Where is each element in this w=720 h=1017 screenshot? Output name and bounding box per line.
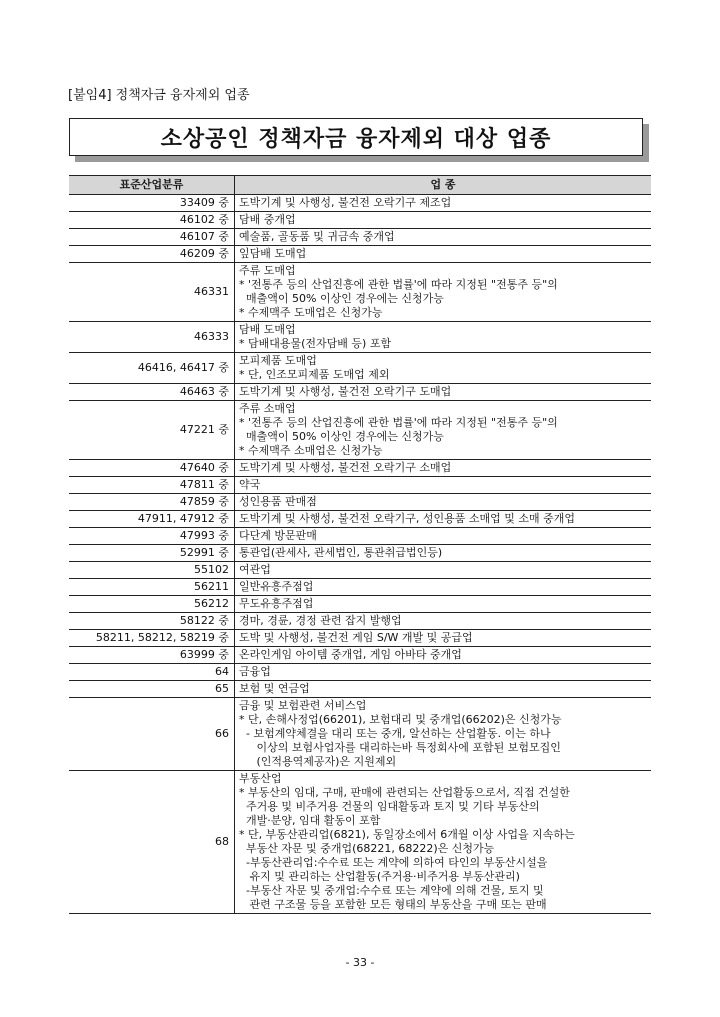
table-row [69,322,651,353]
description-line: 경마, 경륜, 경정 관련 잡지 발행업 [239,614,402,627]
table-row [69,579,651,596]
industry-description-cell [235,246,652,263]
excluded-industries-table [69,175,651,914]
industry-description-cell [235,212,652,229]
industry-description-cell [235,384,652,401]
description-line: 개발·분양, 임대 활동이 포함 [239,814,381,827]
description-line: 유지 및 관리하는 산업활동(주거용·비주거용 부동산관리) [239,870,520,883]
description-line: 이상의 보험사업자를 대리하는바 특정회사에 포함된 보험모집인 [239,741,561,754]
table-row [69,460,651,477]
description-line: 주류 소매업 [239,402,296,415]
description-line: 매출액이 50% 이상인 경우에는 신청가능 [239,430,444,443]
table-header-row [69,176,651,195]
description-line: 보험 및 연금업 [239,682,310,695]
description-line: 금융업 [239,665,271,678]
description-line: (인적용역제공자)은 지원제외 [239,755,397,768]
industry-description-cell [235,579,652,596]
industry-description-cell [235,229,652,246]
industry-code-cell: 46416, 46417 중 [69,353,235,384]
description-line: 주거용 및 비주거용 건물의 임대활동과 토지 및 기타 부동산의 [239,800,540,813]
description-line: 매출액이 50% 이상인 경우에는 신청가능 [239,292,444,305]
description-line: 담배 도매업 [239,323,296,336]
description-line: 모피제품 도매업 [239,354,317,367]
description-line: 도박기계 및 사행성, 불건전 오락기구 제조업 [239,196,452,209]
description-line: 약국 [239,478,261,491]
industry-code-cell: 46333 [69,322,235,353]
table-row [69,613,651,630]
table-row [69,384,651,401]
industry-code-cell: 46209 중 [69,246,235,263]
description-line: 다단계 방문판매 [239,529,317,542]
table-row [69,664,651,681]
description-line: 담배 중개업 [239,213,296,226]
industry-description-cell [235,353,652,384]
table-body [69,195,651,914]
industry-code-cell: 68 [69,771,235,914]
industry-description-cell [235,263,652,322]
description-line: * '전통주 등의 산업진흥에 관한 법률'에 따라 지정된 "전통주 등"의 [239,278,558,291]
table-row [69,545,651,562]
table-row [69,246,651,263]
description-line: 여관업 [239,563,271,576]
document-title-box [69,118,643,156]
industry-description-cell [235,698,652,771]
description-line: 성인용품 판매점 [239,495,317,508]
industry-code-cell: 46102 중 [69,212,235,229]
industry-description-cell [235,771,652,914]
description-line: 부동산업 [239,772,282,785]
table-row [69,562,651,579]
industry-code-cell: 47993 중 [69,528,235,545]
description-line: 예술품, 골동품 및 귀금속 중개업 [239,230,395,243]
industry-description-cell [235,528,652,545]
industry-code-cell: 47811 중 [69,477,235,494]
industry-code-cell: 47221 중 [69,401,235,460]
column-header-industry: 업 종 [235,176,652,195]
description-line: 도박기계 및 사행성, 불건전 오락기구, 성인용품 소매업 및 소매 중개업 [239,512,575,525]
description-line: 무도유흥주점업 [239,597,314,610]
industry-description-cell [235,545,652,562]
table-row [69,771,651,914]
table-row [69,263,651,322]
industry-description-cell [235,630,652,647]
industry-description-cell [235,596,652,613]
table-row [69,195,651,212]
description-line: * 단, 부동산관리업(6821), 동일장소에서 6개월 이상 사업을 지속하는 [239,828,575,841]
industry-description-cell [235,647,652,664]
description-line: * 담배대용물(전자담배 등) 포함 [239,337,392,350]
table-row [69,511,651,528]
description-line: 통관업(관세사, 관세법인, 통관취급법인등) [239,546,443,559]
description-line: 도박 및 사행성, 불건전 게임 S/W 개발 및 공급업 [239,631,473,644]
table-row [69,229,651,246]
industry-description-cell [235,195,652,212]
industry-code-cell: 55102 [69,562,235,579]
industry-description-cell [235,322,652,353]
description-line: -부동산관리업:수수료 또는 계약에 의하여 타인의 부동산시설을 [239,856,548,869]
industry-description-cell [235,613,652,630]
table-row [69,681,651,698]
document-title: 소상공인 정책자금 융자제외 대상 업종 [160,126,552,152]
column-header-code: 표준산업분류 [69,176,235,195]
description-line: -부동산 자문 및 중개업:수수료 또는 계약에 의해 건물, 토지 및 [239,884,544,897]
industry-code-cell: 47640 중 [69,460,235,477]
table-row [69,596,651,613]
description-line: 주류 도매업 [239,264,296,277]
industry-code-cell: 58211, 58212, 58219 중 [69,630,235,647]
industry-description-cell [235,681,652,698]
description-line: * 단, 손해사정업(66201), 보험대리 및 중개업(66202)은 신청가능 [239,713,562,726]
table-row [69,647,651,664]
description-line: 관련 구조물 등을 포함한 모든 형태의 부동산을 구매 또는 판매 [239,898,547,911]
industry-code-cell: 52991 중 [69,545,235,562]
table-row [69,698,651,771]
industry-code-cell: 46331 [69,263,235,322]
table-row [69,353,651,384]
description-line: 온라인게임 아이템 중개업, 게임 아바타 중개업 [239,648,462,661]
industry-description-cell [235,460,652,477]
industry-code-cell: 56212 [69,596,235,613]
industry-description-cell [235,494,652,511]
table-row [69,477,651,494]
industry-code-cell: 33409 중 [69,195,235,212]
industry-description-cell [235,511,652,528]
industry-code-cell: 65 [69,681,235,698]
description-line: 일반유흥주점업 [239,580,314,593]
description-line: 금융 및 보험관련 서비스업 [239,699,367,712]
industry-code-cell: 47911, 47912 중 [69,511,235,528]
description-line: * 단, 인조모피제품 도매업 제외 [239,368,390,381]
description-line: 잎담배 도매업 [239,247,307,260]
industry-code-cell: 56211 [69,579,235,596]
industry-code-cell: 66 [69,698,235,771]
description-line: - 보험계약체결을 대리 또는 중개, 알선하는 산업활동. 이는 하나 [239,727,551,740]
industry-description-cell [235,401,652,460]
description-line: 도박기계 및 사행성, 불건전 오락기구 소매업 [239,461,452,474]
industry-code-cell: 64 [69,664,235,681]
industry-description-cell [235,664,652,681]
table-row [69,494,651,511]
industry-code-cell: 58122 중 [69,613,235,630]
table-row [69,212,651,229]
table-row [69,401,651,460]
description-line: * 부동산의 임대, 구매, 판매에 관련되는 산업활동으로서, 직접 건설한 [239,786,570,799]
table-row [69,528,651,545]
industry-code-cell: 46463 중 [69,384,235,401]
description-line: * 수제맥주 소매업은 신청가능 [239,444,383,457]
description-line: 도박기계 및 사행성, 불건전 오락기구 도매업 [239,385,452,398]
industry-description-cell [235,477,652,494]
table-row [69,630,651,647]
description-line: 부동산 자문 및 중개업(68221, 68222)은 신청가능 [239,842,495,855]
page-number: - 33 - [345,956,375,969]
description-line: * 수제맥주 도매업은 신청가능 [239,306,383,319]
industry-description-cell [235,562,652,579]
description-line: * '전통주 등의 산업진흥에 관한 법률'에 따라 지정된 "전통주 등"의 [239,416,558,429]
industry-code-cell: 47859 중 [69,494,235,511]
attachment-label: [붙임4] 정책자금 융자제외 업종 [68,88,250,103]
industry-code-cell: 63999 중 [69,647,235,664]
industry-code-cell: 46107 중 [69,229,235,246]
